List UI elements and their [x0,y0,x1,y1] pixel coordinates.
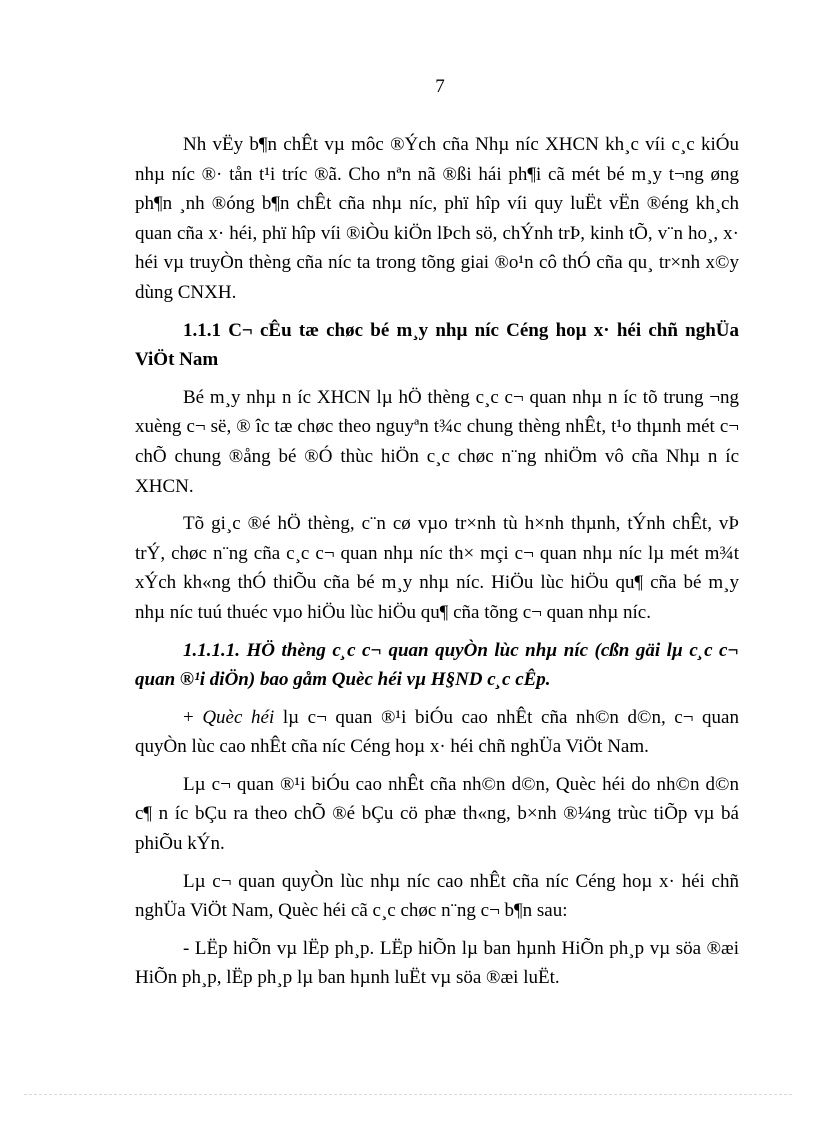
paragraph-representative: Lµ c¬ quan ®¹i biÓu cao nhÊt cña nh©n d©n, Quèc héi do nh©n d©n c¶ n íc bÇu ra theo chÕ ®é bÇu cö phæ th«ng, b×nh ®¼ng trùc tiÕp vµ bá phiÕu kÝn. [135,773,739,855]
page-number: 7 [435,76,445,97]
paragraph-national-assembly-text: lµ c¬ quan ®¹i biÓu cao nhÊt cña nh©n d©n, c¬ quan quyÒn lùc cao nhÊt cña níc Céng hoµ x· héi chñ nghÜa ViÖt Nam. [135,706,739,758]
paragraph-intro: Nh vËy b¶n chÊt vµ môc ®Ých cña Nhµ níc XHCN kh¸c víi c¸c kiÓu nhµ níc ®· tån t¹i tríc ®ã. Cho nªn nã ®ßi hái ph¶i cã mét bé m¸y t¬ng øng ph¶n ¸nh ®óng b¶n chÊt cña nhµ níc, phï hîp víi quy luËt vËn ®éng kh¸ch quan cña x· héi, phï hîp víi ®iÒu kiÖn lÞch sö, chÝnh trÞ, kinh tÕ, v¨n ho¸, x· héi vµ truyÒn thèng cña níc ta trong tõng giai ®o¹n cô thÓ cña qu¸ tr×nh x©y dùng CNXH. [135,134,739,303]
paragraph-national-assembly [135,703,739,762]
paragraph-system: Tõ gi¸c ®é hÖ thèng, c¨n cø vµo tr×nh tù h×nh thµnh, tÝnh chÊt, vÞ trÝ, chøc n¨ng cña c¸c c¬ quan nhµ níc th× mçi c¬ quan nhµ níc lµ mét m¾t xÝch kh«ng thÓ thiÕu cña bé m¸y nhµ níc. HiÖu lùc hiÖu qu¶ cña bé m¸y nhµ níc tuú thuéc vµo hiÖu lùc hiÖu qu¶ cña tõng c¬ quan nhµ níc. [135,513,739,623]
paragraph-power: Lµ c¬ quan quyÒn lùc nhµ níc cao nhÊt cña níc Céng hoµ x· héi chñ nghÜa ViÖt Nam, Quèc héi cã c¸c chøc n¨ng c¬ b¶n sau: [135,870,739,922]
section-heading-1-1-1-1: 1.1.1.1. HÖ thèng c¸c c¬ quan quyÒn lùc nhµ níc (cßn gäi lµ c¸c c¬ quan ®¹i diÖn) bao gåm Quèc héi vµ H§ND c¸c cÊp. [135,639,739,691]
document-body [135,130,739,1001]
paragraph-definition: Bé m¸y nhµ n íc XHCN lµ hÖ thèng c¸c c¬ quan nhµ n íc tõ trung ¬ng xuèng c¬ së, ® îc tæ chøc theo nguyªn t¾c chung thèng nhÊt, t¹o thµnh mét c¬ chÕ chung ®ång bé ®Ó thùc hiÖn c¸c chøc n¨ng nhiÖm vô cña Nhµ n íc XHCN. [135,386,739,497]
page-bottom-divider [24,1094,792,1095]
term-national-assembly: Quèc héi [202,706,275,728]
paragraph-legislation: - LËp hiÕn vµ lËp ph¸p. LËp hiÕn lµ ban hµnh HiÕn ph¸p vµ söa ®æi HiÕn ph¸p, lËp ph¸p lµ ban hµnh luËt vµ söa ®æi luËt. [135,937,739,989]
section-heading-1-1-1: 1.1.1 C¬ cÊu tæ chøc bé m¸y nhµ níc Céng hoµ x· héi chñ nghÜa ViÖt Nam [135,319,739,371]
bullet-plus: + [183,706,203,728]
